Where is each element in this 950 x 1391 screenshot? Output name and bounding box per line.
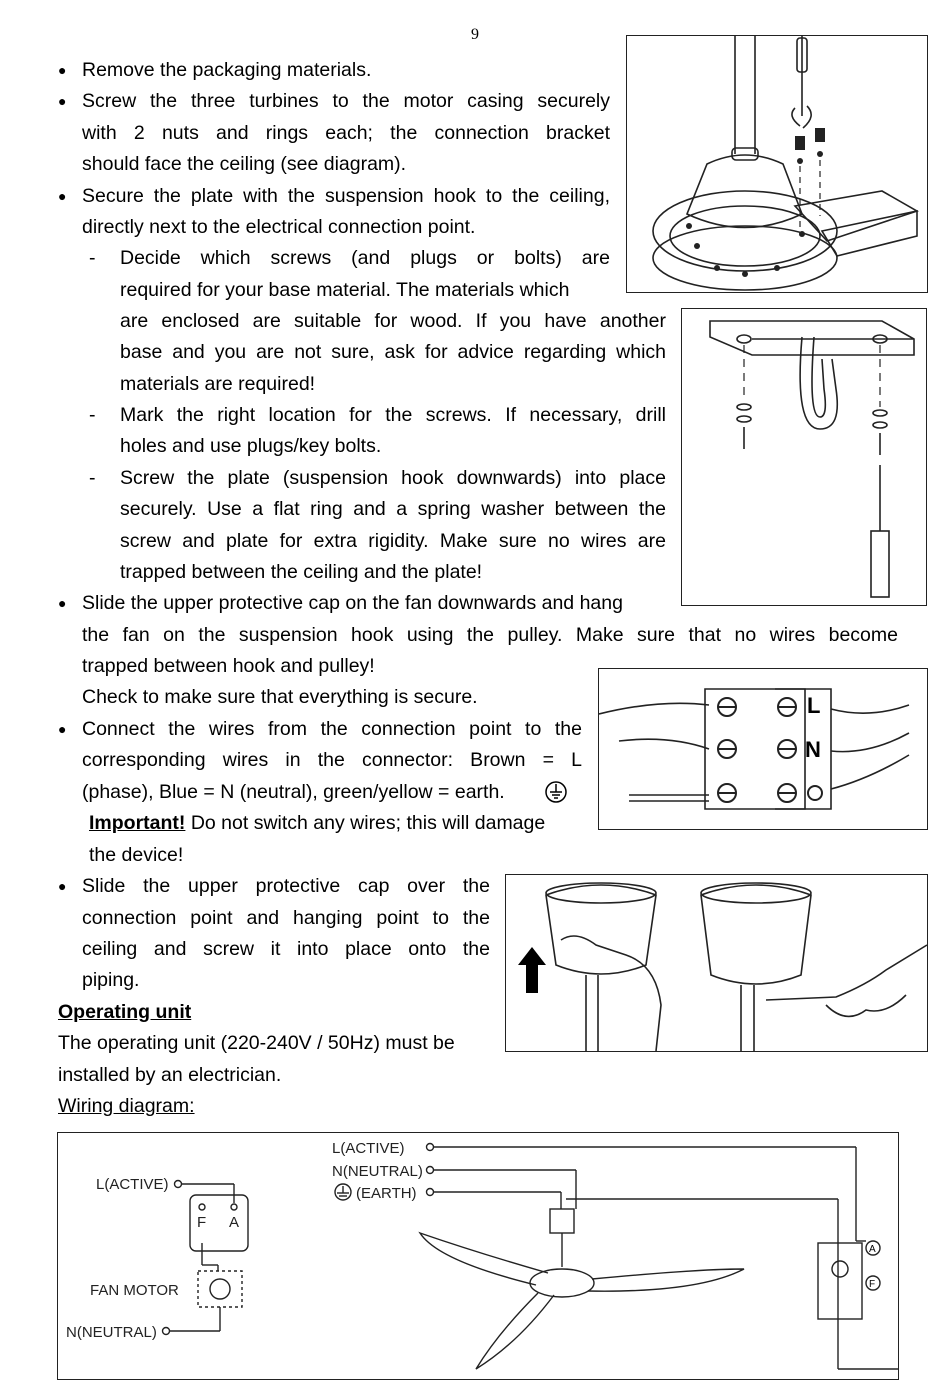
earth-symbol-icon: [544, 780, 568, 804]
bullet-cap-line-3: ceiling and screw it into place onto the: [82, 938, 490, 960]
label-n-neutral-top: N(NEUTRAL): [332, 1163, 423, 1180]
bullet-dot: ●: [58, 878, 67, 894]
page-number: 9: [471, 26, 479, 43]
label-switch-a: A: [229, 1214, 240, 1231]
connector-label-l: L: [807, 693, 821, 718]
bullet-dot: ●: [58, 62, 67, 78]
bullet-turbines-line-2: with 2 nuts and rings each; the connection bracket: [82, 122, 610, 144]
bullet-hang-line-1: Slide the upper protective cap on the fan downwards and hang: [82, 592, 623, 614]
important-line-1: [89, 808, 545, 839]
bullet-turbines-line-3: should face the ceiling (see diagram).: [82, 153, 407, 175]
operating-unit-heading: Operating unit: [58, 1001, 192, 1023]
bullet-cap-line-4: piping.: [82, 969, 140, 991]
label-l-active-top: L(ACTIVE): [332, 1140, 405, 1157]
bullet-turbines-line-1: Screw the three turbines to the motor casing securely: [82, 90, 610, 112]
label-switch-f: F: [197, 1214, 207, 1231]
bullet-dot: ●: [58, 93, 67, 109]
label-regulator-a: A: [869, 1244, 876, 1255]
figure-motor-casing: [626, 35, 928, 293]
label-n-neutral-left: N(NEUTRAL): [66, 1324, 157, 1341]
bullet-dot: ●: [58, 721, 67, 737]
bullet-hang-line-3: trapped between hook and pulley!: [82, 655, 375, 677]
bullet-hang-line-4: Check to make sure that everything is secure.: [82, 686, 478, 708]
label-fan-motor: FAN MOTOR: [90, 1282, 179, 1299]
figure-wiring-diagram: [57, 1132, 899, 1380]
bullet-cap-line-1: Slide the upper protective cap over the: [82, 875, 490, 897]
figure-protective-cap: [505, 874, 928, 1052]
sub-screws-line-4: base and you are not sure, ask for advice regarding which: [120, 341, 666, 363]
connector-block-illustration: [599, 669, 927, 829]
sub-plate-line-2: securely. Use a flat ring and a spring washer between the: [120, 498, 666, 520]
sub-screws-line-1: Decide which screws (and plugs or bolts) are: [120, 247, 610, 269]
sub-plate-line-1: Screw the plate (suspension hook downwards) into place: [120, 467, 666, 489]
operating-text-line-1: The operating unit (220-240V / 50Hz) must be: [58, 1032, 455, 1054]
figure-ceiling-plate: [681, 308, 927, 606]
bullet-wires-line-3: (phase), Blue = N (neutral), green/yellow = earth.: [82, 781, 505, 803]
important-label: Important!: [89, 812, 186, 834]
important-line-2: the device!: [89, 844, 184, 866]
sub-screws-line-2: required for your base material. The materials which: [120, 279, 570, 301]
bullet-hang-line-2: the fan on the suspension hook using the pulley. Make sure that no wires become: [82, 624, 898, 646]
figure-connector-block: [598, 668, 928, 830]
sub-screws-line-3: are enclosed are suitable for wood. If you have another: [120, 310, 666, 332]
bullet-plate-line-2: directly next to the electrical connection point.: [82, 216, 476, 238]
sub-mark-line-2: holes and use plugs/key bolts.: [120, 435, 382, 457]
important-text: Do not switch any wires; this will damage: [190, 812, 546, 834]
arrow-up-icon: [518, 947, 546, 993]
sub-plate-line-4: trapped between the ceiling and the plate!: [120, 561, 483, 583]
protective-cap-illustration: [506, 875, 927, 1051]
bullet-remove-packaging: Remove the packaging materials.: [82, 59, 372, 81]
bullet-plate-line-1: Secure the plate with the suspension hook to the ceiling,: [82, 185, 610, 207]
bullet-wires-line-2: corresponding wires in the connector: Brown = L: [82, 749, 582, 771]
bullet-dot: ●: [58, 188, 67, 204]
motor-casing-illustration: [627, 36, 927, 292]
ceiling-plate-illustration: [682, 309, 926, 605]
operating-text-line-2: installed by an electrician.: [58, 1064, 282, 1086]
wiring-diagram-illustration: [58, 1133, 898, 1379]
bullet-cap-line-2: connection point and hanging point to the: [82, 907, 490, 929]
connector-label-n: N: [805, 737, 821, 762]
label-earth-top: (EARTH): [356, 1185, 417, 1202]
dash-marker: -: [89, 404, 96, 426]
wiring-diagram-heading: Wiring diagram:: [58, 1095, 195, 1117]
sub-plate-line-3: screw and plate for extra rigidity. Make sure no wires are: [120, 530, 666, 552]
bullet-dot: ●: [58, 595, 67, 611]
sub-mark-line-1: Mark the right location for the screws. If necessary, drill: [120, 404, 666, 426]
dash-marker: -: [89, 467, 96, 489]
sub-screws-line-5: materials are required!: [120, 373, 316, 395]
label-l-active-left: L(ACTIVE): [96, 1176, 169, 1193]
bullet-wires-line-1: Connect the wires from the connection point to the: [82, 718, 582, 740]
label-regulator-f: F: [869, 1279, 876, 1290]
dash-marker: -: [89, 247, 96, 269]
